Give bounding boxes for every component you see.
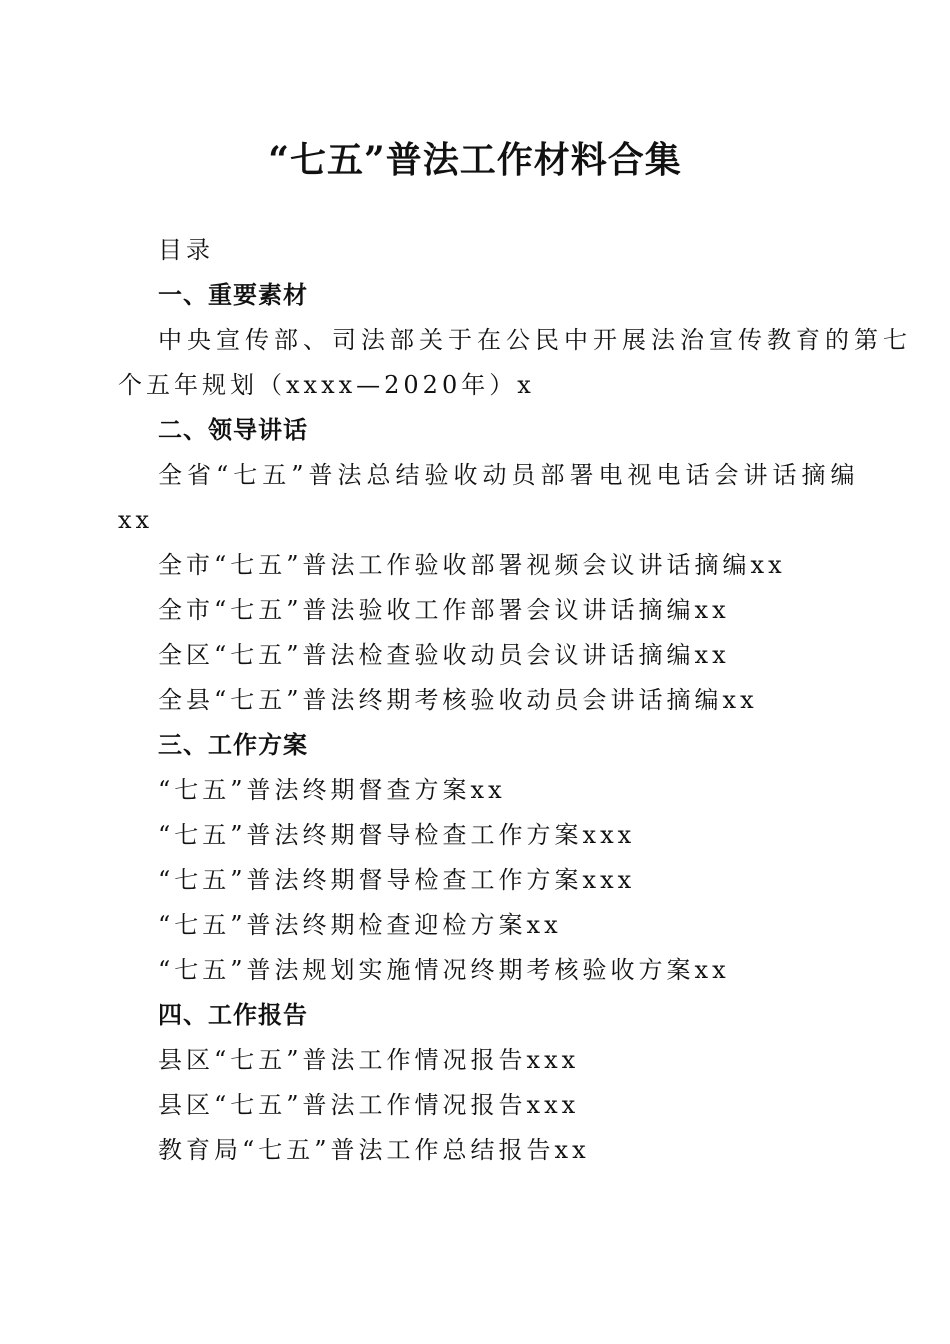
section-heading-3: 三、工作方案 [158,731,308,759]
document-title: “七五”普法工作材料合集 [268,139,682,181]
section-heading-2: 二、领导讲话 [158,416,308,444]
toc-entry: “七五”普法终期督导检查工作方案xxx [158,866,636,894]
toc-entry: 县区“七五”普法工作情况报告xxx [158,1091,580,1119]
toc-entry: 全市“七五”普法验收工作部署会议讲话摘编xx [158,596,730,624]
toc-entry: 教育局“七五”普法工作总结报告xx [158,1136,590,1164]
toc-entry: 县区“七五”普法工作情况报告xxx [158,1046,580,1074]
toc-entry: “七五”普法终期督导检查工作方案xxx [158,821,636,849]
toc-entry: 全省“七五”普法总结验收动员部署电视电话会讲话摘编 [158,461,860,489]
toc-entry: 全区“七五”普法检查验收动员会议讲话摘编xx [158,641,730,669]
toc-entry: “七五”普法规划实施情况终期考核验收方案xx [158,956,730,984]
toc-label: 目录 [158,236,214,264]
toc-entry: 全县“七五”普法终期考核验收动员会讲话摘编xx [158,686,758,714]
toc-entry: “七五”普法终期督查方案xx [158,776,506,804]
toc-entry: 全市“七五”普法工作验收部署视频会议讲话摘编xx [158,551,786,579]
toc-entry-continuation: 个五年规划（xxxx—2020年）x [118,371,535,399]
section-heading-4: 四、工作报告 [158,1001,308,1029]
toc-entry-continuation: xx [118,506,154,534]
toc-entry: “七五”普法终期检查迎检方案xx [158,911,562,939]
table-of-contents [118,228,912,1173]
section-heading-1: 一、重要素材 [158,281,308,309]
toc-entry: 中央宣传部、司法部关于在公民中开展法治宣传教育的第七 [158,326,912,354]
